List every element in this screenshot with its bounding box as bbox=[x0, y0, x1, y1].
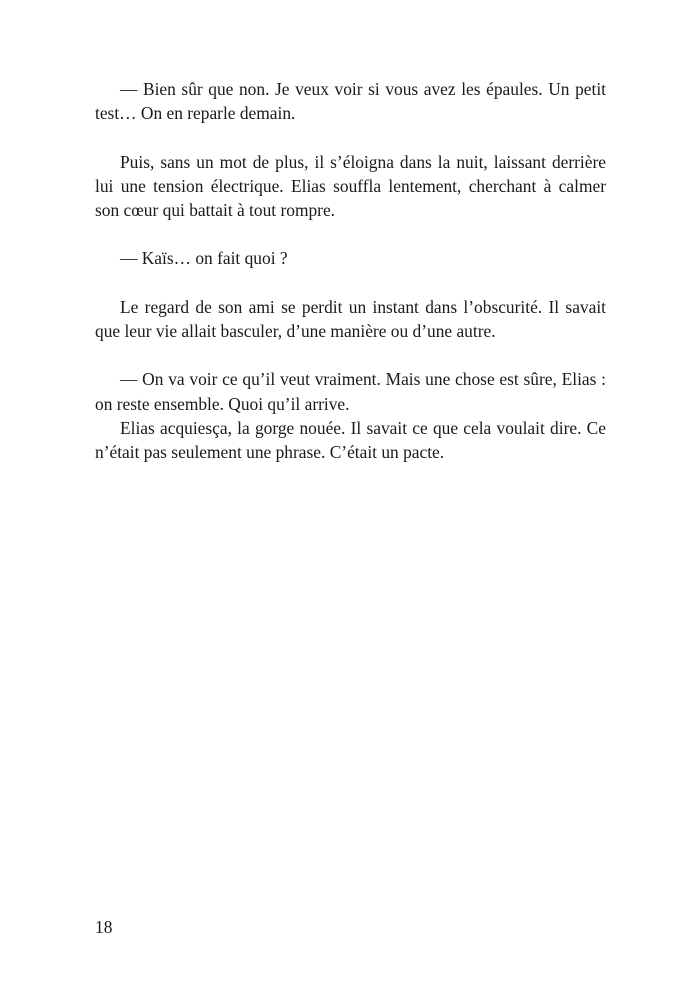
paragraph-2: Puis, sans un mot de plus, il s’éloigna dans la nuit, laissant derrière lui une tension électrique. Elias souffla lentement, cherchant à calmer son cœur qui battait à tout rompre. bbox=[95, 151, 606, 220]
body-text bbox=[95, 77, 606, 464]
paragraph-1: — Bien sûr que non. Je veux voir si vous avez les épaules. Un petit test… On en reparle demain. bbox=[95, 79, 606, 124]
page-number: 18 bbox=[95, 917, 113, 937]
paragraph-5: — On va voir ce qu’il veut vraiment. Mais une chose est sûre, Elias : on reste ensemble. Quoi qu’il arrive. bbox=[95, 369, 606, 414]
paragraph-6: Elias acquiesça, la gorge nouée. Il savait ce que cela voulait dire. Ce n’était pas seulement une phrase. C’était un pacte. bbox=[95, 417, 606, 462]
paragraph-4: Le regard de son ami se perdit un instant dans l’obscurité. Il savait que leur vie allait basculer, d’une manière ou d’une autre. bbox=[95, 296, 606, 341]
paragraph-3: — Kaïs… on fait quoi ? bbox=[120, 248, 288, 269]
